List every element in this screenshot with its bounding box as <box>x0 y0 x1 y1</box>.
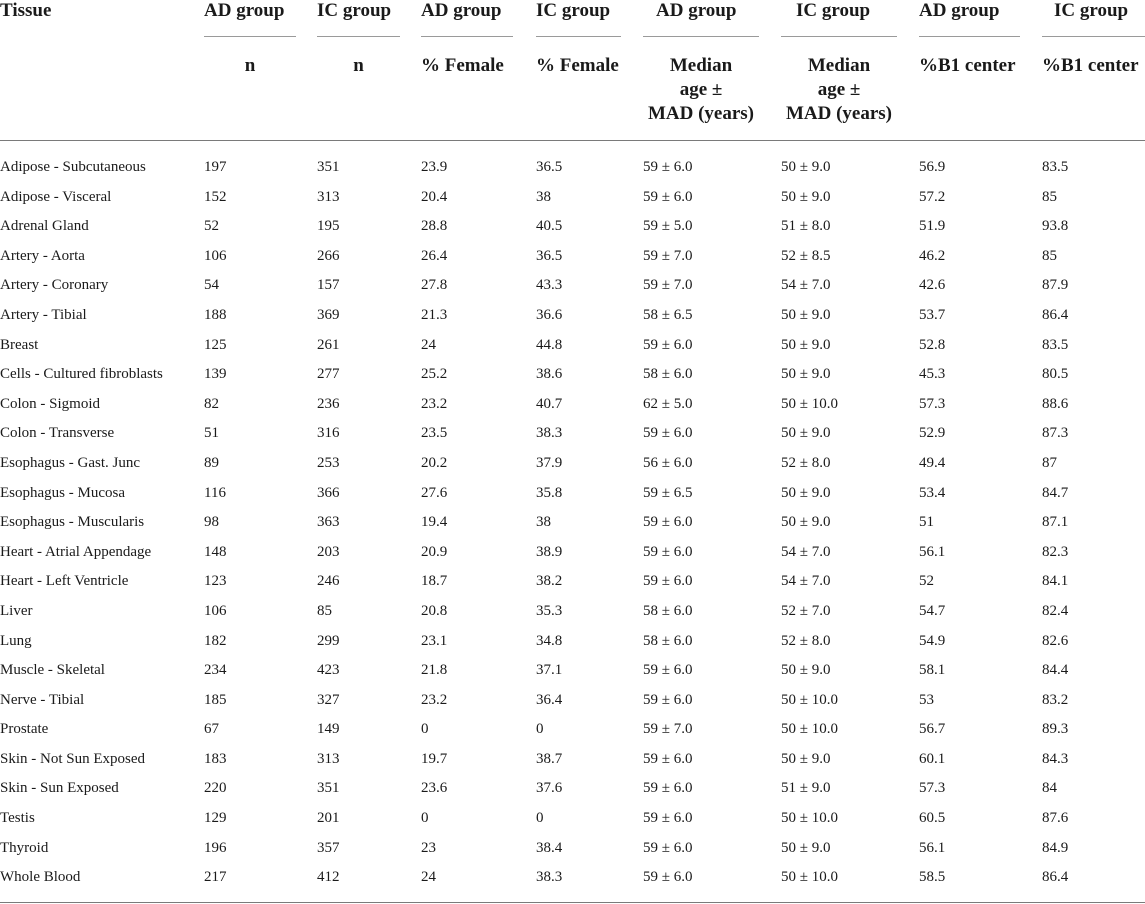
cell-tissue: Esophagus - Muscularis <box>0 514 145 531</box>
cell-ad-female: 27.6 <box>421 484 448 501</box>
cell-ad-b1: 51 <box>919 514 934 531</box>
cell-tissue: Artery - Coronary <box>0 277 109 294</box>
cell-ad-female: 20.2 <box>421 454 448 471</box>
cell-ic-b1: 87.3 <box>1042 425 1069 442</box>
table-row <box>0 242 1145 272</box>
cell-ad-female: 27.8 <box>421 277 448 294</box>
group-rule <box>919 36 1020 37</box>
cell-ic-n: 327 <box>317 691 340 708</box>
cell-ad-age: 59 ± 6.0 <box>643 573 693 590</box>
cell-ic-age: 50 ± 9.0 <box>781 839 831 856</box>
cell-ic-age: 52 ± 8.0 <box>781 454 831 471</box>
cell-ic-n: 149 <box>317 721 340 738</box>
cell-ad-female: 23.9 <box>421 159 448 175</box>
cell-ic-age: 50 ± 9.0 <box>781 750 831 767</box>
cell-ad-female: 23.2 <box>421 691 448 708</box>
cell-ic-n: 299 <box>317 632 340 649</box>
table-row <box>0 153 1145 183</box>
cell-ad-b1: 52.8 <box>919 336 946 353</box>
table-row <box>0 627 1145 657</box>
cell-ad-female: 28.8 <box>421 218 448 235</box>
table-row <box>0 390 1145 420</box>
cell-tissue: Nerve - Tibial <box>0 691 85 708</box>
cell-ad-n: 89 <box>204 454 219 471</box>
group-rule <box>421 36 513 37</box>
cell-tissue: Adipose - Visceral <box>0 188 112 205</box>
cell-ic-b1: 84.4 <box>1042 662 1069 679</box>
cell-ad-n: 51 <box>204 425 219 442</box>
cell-ic-female: 36.4 <box>536 691 563 708</box>
table-row <box>0 745 1145 775</box>
cell-ad-b1: 54.9 <box>919 632 946 649</box>
cell-ad-b1: 46.2 <box>919 247 946 264</box>
cell-ad-female: 20.4 <box>421 188 448 205</box>
cell-ic-b1: 87.9 <box>1042 277 1069 294</box>
subheader-ic-b1: %B1 center <box>1042 55 1139 76</box>
cell-ad-age: 59 ± 6.0 <box>643 336 693 353</box>
cell-ad-b1: 52.9 <box>919 425 946 442</box>
cell-ic-age: 50 ± 9.0 <box>781 159 831 175</box>
cell-ad-b1: 53.7 <box>919 306 946 323</box>
cell-ad-b1: 60.1 <box>919 750 946 767</box>
table-row <box>0 597 1145 627</box>
cell-ad-n: 82 <box>204 395 219 412</box>
cell-ic-female: 37.6 <box>536 780 563 797</box>
table-row <box>0 508 1145 538</box>
subheader-ad-female: % Female <box>421 55 504 76</box>
cell-tissue: Colon - Transverse <box>0 425 115 442</box>
cell-ic-age: 51 ± 9.0 <box>781 780 831 797</box>
cell-ic-female: 38.9 <box>536 543 563 560</box>
cell-ic-age: 50 ± 10.0 <box>781 869 838 886</box>
cell-ic-female: 38.7 <box>536 750 563 767</box>
cell-tissue: Cells - Cultured fibroblasts <box>0 366 163 383</box>
cell-ic-age: 50 ± 9.0 <box>781 425 831 442</box>
cell-ic-age: 50 ± 9.0 <box>781 514 831 531</box>
cell-tissue: Whole Blood <box>0 869 81 886</box>
cell-ad-n: 220 <box>204 780 227 797</box>
cell-tissue: Thyroid <box>0 839 49 856</box>
group-rule <box>536 36 621 37</box>
subheader-ic-age: Median age ± MAD (years) <box>785 55 893 124</box>
table-bottom-divider <box>0 902 1145 903</box>
header-group-6: IC group <box>796 0 871 21</box>
cell-ic-female: 38.3 <box>536 425 563 442</box>
cell-tissue: Esophagus - Mucosa <box>0 484 125 501</box>
cell-ad-age: 59 ± 5.0 <box>643 218 693 235</box>
cell-ad-age: 59 ± 6.0 <box>643 810 693 827</box>
cell-ic-age: 50 ± 10.0 <box>781 691 838 708</box>
cell-ic-n: 85 <box>317 602 332 619</box>
table-row <box>0 271 1145 301</box>
cell-ad-b1: 52 <box>919 573 934 590</box>
cell-ad-age: 56 ± 6.0 <box>643 454 693 471</box>
cell-ad-female: 23.1 <box>421 632 448 649</box>
cell-ad-n: 98 <box>204 514 219 531</box>
cell-ad-b1: 53 <box>919 691 934 708</box>
cell-ic-b1: 87.1 <box>1042 514 1069 531</box>
cell-ad-b1: 57.3 <box>919 395 946 412</box>
table-row <box>0 212 1145 242</box>
cell-ad-female: 23 <box>421 839 436 856</box>
header-group-7: AD group <box>919 0 1000 21</box>
cell-ic-age: 50 ± 9.0 <box>781 336 831 353</box>
cell-ic-age: 52 ± 7.0 <box>781 602 831 619</box>
cell-ic-female: 43.3 <box>536 277 563 294</box>
cell-ic-female: 35.8 <box>536 484 563 501</box>
cell-ic-b1: 80.5 <box>1042 366 1069 383</box>
table-row <box>0 774 1145 804</box>
cell-tissue: Liver <box>0 602 33 619</box>
cell-ic-n: 246 <box>317 573 340 590</box>
cell-tissue: Adipose - Subcutaneous <box>0 159 146 175</box>
cell-ad-b1: 57.3 <box>919 780 946 797</box>
cell-ic-b1: 84.7 <box>1042 484 1069 501</box>
cell-ic-age: 50 ± 9.0 <box>781 366 831 383</box>
cell-ad-female: 25.2 <box>421 366 448 383</box>
cell-ic-n: 316 <box>317 425 340 442</box>
cell-ic-b1: 84.1 <box>1042 573 1069 590</box>
table-row <box>0 360 1145 390</box>
cell-ad-female: 0 <box>421 810 429 827</box>
cell-tissue: Colon - Sigmoid <box>0 395 101 412</box>
cell-tissue: Esophagus - Gast. Junc <box>0 454 140 471</box>
cell-ic-n: 266 <box>317 247 340 264</box>
cell-ic-age: 54 ± 7.0 <box>781 543 831 560</box>
table-row <box>0 686 1145 716</box>
cell-ad-female: 26.4 <box>421 247 448 264</box>
group-rule <box>204 36 296 37</box>
cell-ic-female: 34.8 <box>536 632 563 649</box>
cell-tissue: Muscle - Skeletal <box>0 662 105 679</box>
cell-ad-n: 125 <box>204 336 227 353</box>
cell-ad-female: 20.8 <box>421 602 448 619</box>
cell-ic-female: 38 <box>536 514 551 531</box>
group-rule <box>781 36 897 37</box>
header-tissue: Tissue <box>0 0 52 21</box>
cell-ic-n: 363 <box>317 514 340 531</box>
cell-ic-age: 52 ± 8.5 <box>781 247 831 264</box>
cell-ic-n: 277 <box>317 366 340 383</box>
subheader-ad-age: Median age ± MAD (years) <box>647 55 755 124</box>
cell-ad-female: 19.7 <box>421 750 448 767</box>
cell-ad-b1: 49.4 <box>919 454 946 471</box>
subheader-ic-female: % Female <box>536 55 619 76</box>
cell-tissue: Heart - Left Ventricle <box>0 573 129 590</box>
cell-ad-n: 196 <box>204 839 227 856</box>
cell-ic-female: 40.5 <box>536 218 563 235</box>
cell-ic-female: 36.6 <box>536 306 563 323</box>
cell-ad-n: 182 <box>204 632 227 649</box>
cell-tissue: Heart - Atrial Appendage <box>0 543 152 560</box>
cell-ic-female: 44.8 <box>536 336 563 353</box>
cell-ic-female: 0 <box>536 721 544 738</box>
cell-ad-female: 19.4 <box>421 514 448 531</box>
cell-ic-b1: 88.6 <box>1042 395 1069 412</box>
cell-ad-n: 188 <box>204 306 227 323</box>
cell-ad-b1: 58.5 <box>919 869 946 886</box>
cell-ad-n: 183 <box>204 750 227 767</box>
cell-ic-n: 253 <box>317 454 340 471</box>
cell-ad-n: 106 <box>204 247 227 264</box>
cell-ic-n: 369 <box>317 306 340 323</box>
cell-ad-age: 59 ± 6.0 <box>643 839 693 856</box>
cell-ic-n: 351 <box>317 780 340 797</box>
cell-ad-n: 148 <box>204 543 227 560</box>
cell-ad-female: 23.6 <box>421 780 448 797</box>
cell-ad-age: 59 ± 6.0 <box>643 188 693 205</box>
cell-ic-n: 236 <box>317 395 340 412</box>
cell-ad-age: 59 ± 7.0 <box>643 277 693 294</box>
cell-ic-n: 157 <box>317 277 340 294</box>
cell-ad-n: 106 <box>204 602 227 619</box>
cell-tissue: Adrenal Gland <box>0 218 89 235</box>
cell-ad-age: 58 ± 6.0 <box>643 602 693 619</box>
cell-ic-b1: 87 <box>1042 454 1057 471</box>
cell-ic-female: 38.4 <box>536 839 563 856</box>
cell-ad-female: 21.8 <box>421 662 448 679</box>
cell-ic-b1: 86.4 <box>1042 869 1069 886</box>
cell-ad-age: 59 ± 6.0 <box>643 691 693 708</box>
cell-ic-female: 38.3 <box>536 869 563 886</box>
cell-ad-b1: 56.1 <box>919 839 946 856</box>
cell-ic-n: 201 <box>317 810 340 827</box>
cell-ad-n: 152 <box>204 188 227 205</box>
cell-ad-n: 54 <box>204 277 219 294</box>
cell-ad-age: 58 ± 6.5 <box>643 306 693 323</box>
table-row <box>0 656 1145 686</box>
cell-tissue: Testis <box>0 810 35 827</box>
cell-ad-female: 24 <box>421 869 436 886</box>
cell-ic-b1: 85 <box>1042 247 1057 264</box>
cell-tissue: Skin - Sun Exposed <box>0 780 119 797</box>
cell-ad-age: 62 ± 5.0 <box>643 395 693 412</box>
cell-ad-n: 234 <box>204 662 227 679</box>
cell-ic-female: 36.5 <box>536 247 563 264</box>
cell-ad-n: 185 <box>204 691 227 708</box>
cell-ic-age: 50 ± 9.0 <box>781 662 831 679</box>
cell-ic-n: 366 <box>317 484 340 501</box>
table-row <box>0 538 1145 568</box>
cell-ad-age: 59 ± 6.0 <box>643 425 693 442</box>
cell-ic-b1: 86.4 <box>1042 306 1069 323</box>
cell-tissue: Breast <box>0 336 39 353</box>
cell-ic-b1: 84 <box>1042 780 1057 797</box>
cell-ad-n: 139 <box>204 366 227 383</box>
cell-ic-b1: 82.4 <box>1042 602 1069 619</box>
cell-ad-b1: 60.5 <box>919 810 946 827</box>
cell-ad-b1: 56.9 <box>919 159 946 175</box>
cell-ic-b1: 83.5 <box>1042 336 1069 353</box>
cell-ic-age: 50 ± 9.0 <box>781 188 831 205</box>
cell-ad-age: 59 ± 6.0 <box>643 514 693 531</box>
group-rule <box>1042 36 1145 37</box>
cell-ic-female: 35.3 <box>536 602 563 619</box>
group-rule <box>317 36 400 37</box>
cell-ic-n: 357 <box>317 839 340 856</box>
cell-tissue: Artery - Tibial <box>0 306 87 323</box>
cell-ad-female: 23.2 <box>421 395 448 412</box>
cell-tissue: Skin - Not Sun Exposed <box>0 750 146 767</box>
cell-ic-b1: 93.8 <box>1042 218 1069 235</box>
cell-ic-n: 261 <box>317 336 340 353</box>
cell-ic-female: 37.9 <box>536 454 563 471</box>
table-row <box>0 834 1145 864</box>
header-group-2: IC group <box>317 0 392 21</box>
cell-ic-n: 313 <box>317 188 340 205</box>
table-row <box>0 331 1145 361</box>
table-row <box>0 419 1145 449</box>
cell-ic-age: 50 ± 9.0 <box>781 484 831 501</box>
cell-ad-b1: 56.7 <box>919 721 946 738</box>
cell-ad-b1: 42.6 <box>919 277 946 294</box>
table-row <box>0 715 1145 745</box>
table-row <box>0 804 1145 834</box>
table-row <box>0 479 1145 509</box>
cell-ic-n: 423 <box>317 662 340 679</box>
cell-ic-age: 51 ± 8.0 <box>781 218 831 235</box>
cell-ic-age: 50 ± 10.0 <box>781 395 838 412</box>
cell-ad-age: 59 ± 6.0 <box>643 662 693 679</box>
cell-ad-n: 197 <box>204 159 227 175</box>
cell-ad-female: 0 <box>421 721 429 738</box>
cell-ad-age: 59 ± 7.0 <box>643 247 693 264</box>
header-group-5: AD group <box>656 0 737 21</box>
cell-ad-age: 58 ± 6.0 <box>643 632 693 649</box>
cell-ad-b1: 58.1 <box>919 662 946 679</box>
cell-ad-female: 21.3 <box>421 306 448 323</box>
cell-ad-n: 129 <box>204 810 227 827</box>
cell-ad-age: 59 ± 6.0 <box>643 750 693 767</box>
cell-ad-n: 52 <box>204 218 219 235</box>
cell-tissue: Artery - Aorta <box>0 247 85 264</box>
cell-ic-female: 40.7 <box>536 395 563 412</box>
cell-ad-female: 18.7 <box>421 573 448 590</box>
cell-ic-n: 351 <box>317 159 340 175</box>
cell-ic-n: 195 <box>317 218 340 235</box>
cell-ic-female: 37.1 <box>536 662 563 679</box>
cell-ad-age: 59 ± 6.0 <box>643 159 693 175</box>
cell-ad-b1: 54.7 <box>919 602 946 619</box>
header-group-4: IC group <box>536 0 611 21</box>
subheader-ad-b1: %B1 center <box>919 55 1016 76</box>
cell-ic-female: 0 <box>536 810 544 827</box>
cell-ic-female: 38.2 <box>536 573 563 590</box>
group-rule <box>643 36 759 37</box>
subheader-ad-n: n <box>244 55 256 76</box>
cell-ic-age: 54 ± 7.0 <box>781 573 831 590</box>
cell-ic-female: 38 <box>536 188 551 205</box>
cell-ad-b1: 45.3 <box>919 366 946 383</box>
cell-ic-n: 412 <box>317 869 340 886</box>
cell-ic-b1: 83.2 <box>1042 691 1069 708</box>
cell-ic-b1: 84.9 <box>1042 839 1069 856</box>
cell-tissue: Prostate <box>0 721 49 738</box>
cell-ad-n: 67 <box>204 721 219 738</box>
cell-ad-b1: 51.9 <box>919 218 946 235</box>
cell-ic-b1: 82.3 <box>1042 543 1069 560</box>
header-group-3: AD group <box>421 0 502 21</box>
cell-ic-b1: 89.3 <box>1042 721 1069 738</box>
cell-ad-age: 59 ± 6.0 <box>643 543 693 560</box>
cell-ad-age: 59 ± 6.5 <box>643 484 693 501</box>
cell-ad-age: 59 ± 7.0 <box>643 721 693 738</box>
cell-ad-age: 58 ± 6.0 <box>643 366 693 383</box>
cell-ic-b1: 85 <box>1042 188 1057 205</box>
cell-ad-b1: 53.4 <box>919 484 946 501</box>
cell-ic-age: 54 ± 7.0 <box>781 277 831 294</box>
header-group-1: AD group <box>204 0 285 21</box>
table-row <box>0 301 1145 331</box>
table-row <box>0 863 1145 893</box>
table-row <box>0 183 1145 213</box>
cell-ic-age: 52 ± 8.0 <box>781 632 831 649</box>
cell-ad-age: 59 ± 6.0 <box>643 780 693 797</box>
table-row <box>0 449 1145 479</box>
header-divider <box>0 140 1145 141</box>
table-row <box>0 567 1145 597</box>
cell-ic-b1: 83.5 <box>1042 159 1069 175</box>
cell-ad-female: 20.9 <box>421 543 448 560</box>
cell-ic-b1: 82.6 <box>1042 632 1069 649</box>
cell-ic-age: 50 ± 10.0 <box>781 810 838 827</box>
cell-ic-b1: 84.3 <box>1042 750 1069 767</box>
cell-tissue: Lung <box>0 632 32 649</box>
cell-ad-n: 123 <box>204 573 227 590</box>
subheader-ic-n: n <box>353 55 364 76</box>
cell-ic-female: 36.5 <box>536 159 563 175</box>
cell-ic-n: 313 <box>317 750 340 767</box>
cell-ic-b1: 87.6 <box>1042 810 1069 827</box>
cell-ic-female: 38.6 <box>536 366 563 383</box>
table-body <box>0 153 1145 893</box>
cell-ic-age: 50 ± 10.0 <box>781 721 838 738</box>
cell-ic-n: 203 <box>317 543 340 560</box>
cell-ad-n: 116 <box>204 484 226 501</box>
cell-ad-age: 59 ± 6.0 <box>643 869 693 886</box>
cell-ad-n: 217 <box>204 869 227 886</box>
cell-ad-b1: 57.2 <box>919 188 946 205</box>
cell-ic-age: 50 ± 9.0 <box>781 306 831 323</box>
cell-ad-female: 24 <box>421 336 436 353</box>
header-group-8: IC group <box>1054 0 1129 21</box>
cell-ad-female: 23.5 <box>421 425 448 442</box>
cell-ad-b1: 56.1 <box>919 543 946 560</box>
